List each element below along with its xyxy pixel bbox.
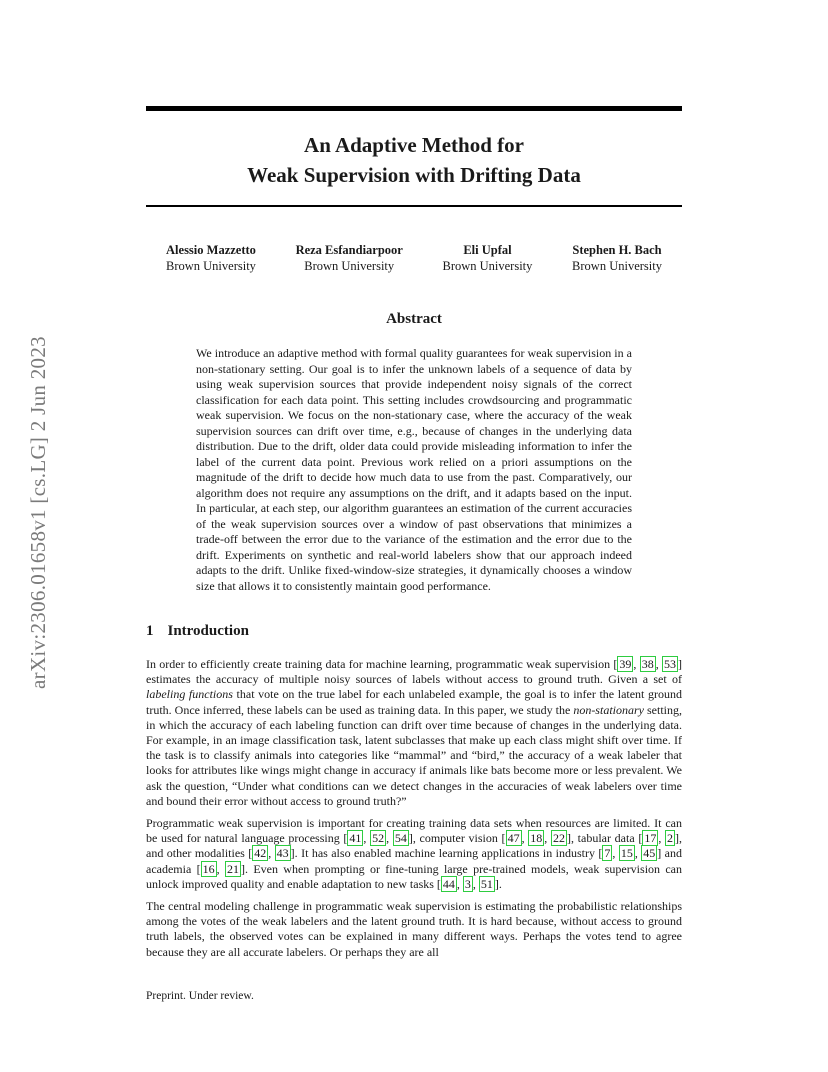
- abstract-body: We introduce an adaptive method with formal quality guarantees for weak supervision in a non-stationary setting. Our goal is to infer the unknown labels of a sequence of data by using weak supervision sources that provide independent noisy signals of the correct classification for each data point. This setting includes crowdsourcing and programmatic weak supervision. We focus on the non-stationary case, where the accuracy of the weak supervision sources can drift over time, e.g., because of changes in the underlying data distribution. Due to the drift, older data could provide misleading information to infer the label of the current data point. Previous work relied on a priori assumptions on the magnitude of the drift to decide how much data to use from the past. Comparatively, our algorithm does not require any assumptions on the drift, and it adapts based on the input. In particular, at each step, our algorithm guarantees an estimation of the current accuracies of the weak supervision sources over a window of past observations that minimizes a trade-off between the error due to the variance of the estimation and the error due to the drift. Experiments on synthetic and real-world labelers show that our approach indeed adapts to the drift. Unlike fixed-window-size strategies, it dynamically chooses a window size that allows it to consistently maintain good performance.: [196, 346, 632, 593]
- text-run: ,: [472, 876, 479, 891]
- author-block: [572, 242, 662, 274]
- arxiv-identifier-text: arXiv:2306.01658v1 [cs.LG] 2 Jun 2023: [25, 335, 50, 689]
- citation-link[interactable]: 51: [480, 876, 493, 891]
- abstract-heading: Abstract: [386, 311, 442, 327]
- author-affiliation: Brown University: [442, 259, 533, 273]
- citation-link[interactable]: 16: [202, 861, 215, 876]
- text-run: ], tabular data [: [566, 831, 643, 846]
- text-run: ]. It has also enabled machine learning applications in industry [: [290, 846, 603, 861]
- text-run: In order to efficiently create training data for machine learning, programmatic weak supervision [: [146, 657, 618, 671]
- text-run: ,: [363, 831, 371, 846]
- intro-paragraph-2: [146, 816, 682, 892]
- author-affiliation: Brown University: [572, 259, 662, 273]
- author-name: Reza Esfandiarpoor: [295, 243, 403, 257]
- text-run: setting, in which the accuracy of each labeling function can drift over time because of changes in the underlying data. For example, in an image classification task, latent subclasses that make up each class might shift over time. If the task is to classify animals into categories like “mammal” and “bird,” the accuracy of a weak labeler that looks for attributes like wings might change in accuracy if animals like bats become more or less prevalent. We ask the question, “Under what conditions can we detect changes in the accuracies of weak labelers over time and bound their error without access to ground truth?”: [146, 702, 682, 808]
- citation-link[interactable]: 45: [643, 846, 656, 861]
- text-run: ,: [268, 846, 275, 861]
- emphasis-term: non-stationary: [573, 702, 644, 717]
- citation-link[interactable]: 22: [552, 831, 565, 846]
- text-run: ,: [216, 861, 225, 876]
- text-run: ]. Even when prompting or fine-tuning large pre-trained models, weak supervision can unlock improved quality and enable adaptation to new tasks [: [146, 861, 683, 891]
- text-run: ,: [386, 831, 393, 846]
- paper-title-line-2: Weak Supervision with Drifting Data: [247, 163, 581, 187]
- citation-link[interactable]: 43: [276, 846, 289, 861]
- citation-link[interactable]: 47: [507, 831, 520, 846]
- citation-link[interactable]: 53: [664, 657, 677, 671]
- paper-title: [146, 130, 682, 190]
- footer-note: Preprint. Under review.: [146, 990, 254, 1002]
- text-run: ,: [456, 876, 463, 891]
- citation-link[interactable]: 42: [254, 846, 267, 861]
- arxiv-identifier-stamp: [24, 297, 52, 727]
- text-run: ,: [658, 831, 666, 846]
- author-affiliation: Brown University: [304, 259, 395, 273]
- text-run: Programmatic weak supervision is important for creating training data sets when resources are limited. It can be used for natural language processing [: [146, 816, 682, 846]
- text-run: ,: [544, 831, 551, 846]
- intro-paragraph-1: [146, 657, 682, 809]
- citation-link[interactable]: 54: [394, 831, 407, 846]
- text-run: ], computer vision [: [408, 831, 506, 846]
- author-name: Stephen H. Bach: [572, 243, 662, 257]
- citation-link[interactable]: 7: [604, 846, 611, 861]
- author-list: [146, 242, 682, 274]
- text-run: ,: [634, 846, 642, 861]
- citation-link[interactable]: 17: [644, 831, 657, 846]
- text-run: ,: [521, 831, 529, 846]
- intro-paragraph-3: The central modeling challenge in programmatic weak supervision is estimating the probabilistic relationships among the votes of the weak labelers and the latent ground truth. It is hard because, without access to ground truth labels, the observed votes can be explained in many different ways. Perhaps the votes tend to agree because they are all accurate labelers. Or perhaps they are all: [146, 899, 682, 959]
- citation-link[interactable]: 39: [619, 657, 632, 671]
- section-heading-introduction: [146, 623, 249, 640]
- introduction-body: [146, 657, 682, 967]
- author-block: [296, 242, 403, 274]
- emphasis-term: labeling functions: [146, 687, 233, 702]
- author-block: [442, 242, 532, 274]
- title-top-rule: [146, 106, 682, 111]
- paper-title-line-1: An Adaptive Method for: [304, 133, 524, 157]
- citation-link[interactable]: 2: [667, 831, 674, 846]
- citation-link[interactable]: 52: [372, 831, 385, 846]
- text-run: that vote on the true label for each unlabeled example, the goal is to infer the latent ground truth. Once inferred, these labels can be used as training data. In this paper, we study the: [146, 687, 682, 717]
- author-name: Alessio Mazzetto: [166, 243, 256, 257]
- text-run: ,: [633, 657, 640, 671]
- text-run: ] estimates the accuracy of multiple noisy sources of labels without access to ground truth. Given a set of: [146, 657, 683, 687]
- author-affiliation: Brown University: [166, 259, 256, 273]
- citation-link[interactable]: 3: [464, 876, 471, 891]
- text-run: ] and academia [: [146, 846, 683, 876]
- citation-link[interactable]: 38: [641, 657, 654, 671]
- title-bottom-rule: [146, 205, 682, 207]
- text-run: ,: [612, 846, 619, 861]
- author-name: Eli Upfal: [463, 243, 512, 257]
- citation-link[interactable]: 21: [226, 861, 239, 876]
- citation-link[interactable]: 41: [349, 831, 362, 846]
- citation-link[interactable]: 15: [620, 846, 633, 861]
- text-run: ], and other modalities [: [146, 831, 683, 861]
- section-number: 1: [146, 623, 154, 639]
- author-block: [166, 242, 256, 274]
- citation-link[interactable]: 18: [530, 831, 543, 846]
- text-run: ].: [494, 876, 502, 891]
- citation-link[interactable]: 44: [442, 876, 455, 891]
- section-title: Introduction: [167, 623, 249, 639]
- text-run: ,: [655, 657, 663, 671]
